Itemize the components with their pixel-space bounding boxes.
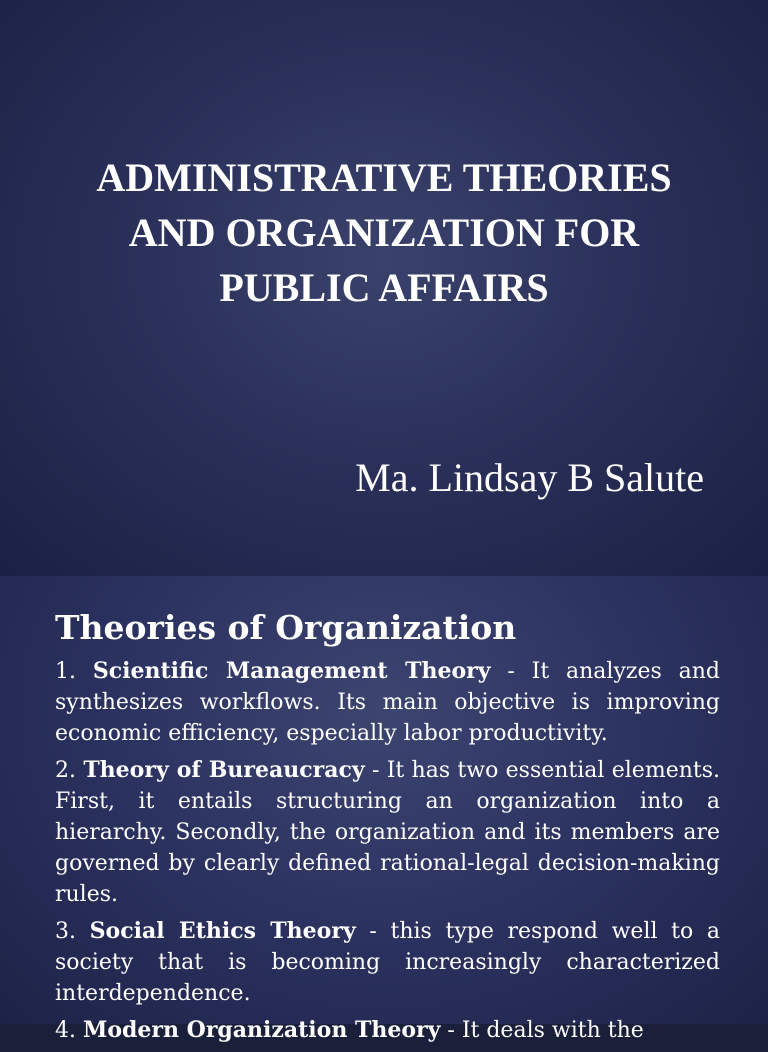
item-number: 3. xyxy=(55,919,76,944)
list-item xyxy=(55,755,720,910)
section-heading: Theories of Organization xyxy=(55,608,517,647)
slide-body xyxy=(55,606,720,1052)
theory-description: - It analyzes and synthesizes workflows. Its main objective is improving economic efficiency, especially labor productivity. xyxy=(55,659,720,746)
list-item xyxy=(55,656,720,749)
theory-name: Scientific Management Theory xyxy=(92,658,491,684)
theory-name: Social Ethics Theory xyxy=(89,918,356,944)
item-number: 4. xyxy=(55,1018,76,1043)
title-line: PUBLIC AFFAIRS xyxy=(219,265,549,310)
author-name: Ma. Lindsay B Salute xyxy=(355,455,704,500)
theory-list xyxy=(55,656,720,1046)
theory-name: Modern Organization Theory xyxy=(83,1017,441,1043)
item-number: 2. xyxy=(55,758,76,783)
content-slide xyxy=(0,576,768,1043)
presentation-title xyxy=(0,150,768,315)
title-line: AND ORGANIZATION FOR xyxy=(128,210,640,255)
list-item xyxy=(55,1015,720,1046)
title-line: ADMINISTRATIVE THEORIES xyxy=(96,155,672,200)
theory-description: - It has two essential elements. First, it entails structuring an organization into a hierarchy. Secondly, the organization and its members are governed by clearly defined rational-legal decision-making rules. xyxy=(55,758,721,907)
item-number: 1. xyxy=(55,659,76,684)
theory-name: Theory of Bureaucracy xyxy=(83,757,365,783)
list-item xyxy=(55,916,720,1009)
theory-description: - It deals with the xyxy=(440,1018,644,1043)
theory-description: - this type respond well to a society that is becoming increasingly characterized interdependence. xyxy=(55,919,721,1006)
